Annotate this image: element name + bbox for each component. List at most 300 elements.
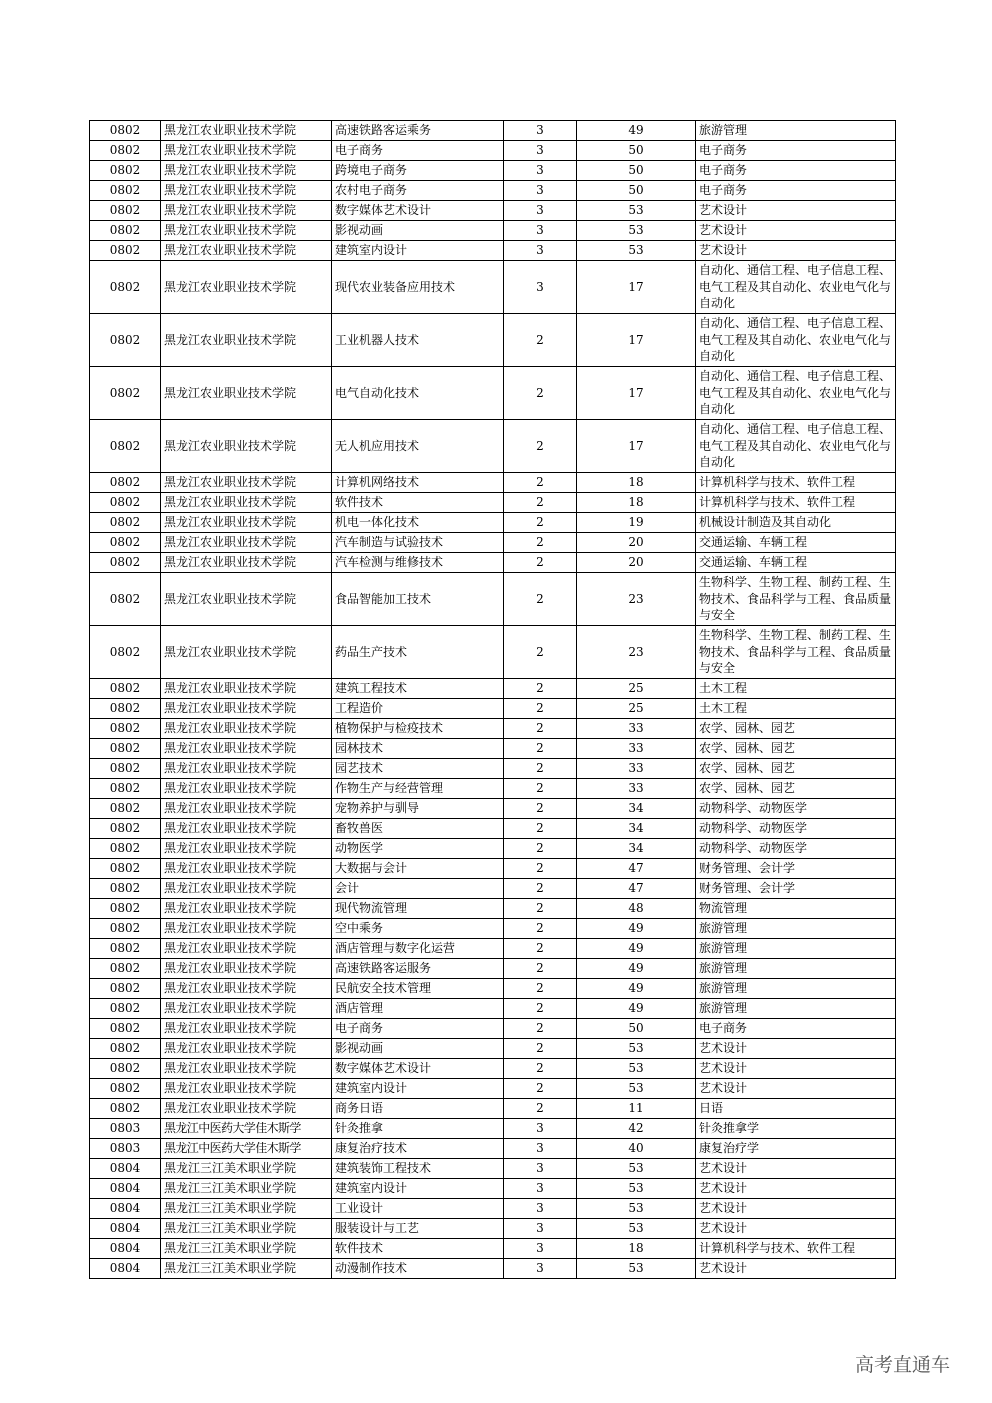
cell-target-major: 旅游管理: [696, 999, 896, 1019]
cell-category: 33: [577, 719, 696, 739]
cell-years: 2: [504, 699, 577, 719]
cell-years: 2: [504, 859, 577, 879]
cell-code: 0802: [90, 739, 161, 759]
cell-category: 49: [577, 959, 696, 979]
cell-target-major: 财务管理、会计学: [696, 879, 896, 899]
cell-major: 现代农业装备应用技术: [332, 261, 504, 314]
cell-code: 0802: [90, 1019, 161, 1039]
cell-code: 0802: [90, 1039, 161, 1059]
cell-code: 0802: [90, 859, 161, 879]
cell-major: 空中乘务: [332, 919, 504, 939]
cell-code: 0802: [90, 420, 161, 473]
cell-years: 2: [504, 626, 577, 679]
cell-category: 40: [577, 1139, 696, 1159]
cell-years: 2: [504, 573, 577, 626]
cell-major: 食品智能加工技术: [332, 573, 504, 626]
cell-school: 黑龙江农业职业技术学院: [161, 919, 332, 939]
table-row: [90, 1199, 896, 1219]
cell-category: 47: [577, 859, 696, 879]
cell-school: 黑龙江农业职业技术学院: [161, 839, 332, 859]
table-row: [90, 839, 896, 859]
cell-years: 3: [504, 1179, 577, 1199]
cell-target-major: 旅游管理: [696, 939, 896, 959]
cell-years: 2: [504, 979, 577, 999]
cell-years: 2: [504, 759, 577, 779]
table-row: [90, 314, 896, 367]
cell-target-major: 电子商务: [696, 141, 896, 161]
cell-years: 2: [504, 493, 577, 513]
table-row: [90, 201, 896, 221]
cell-school: 黑龙江农业职业技术学院: [161, 1019, 332, 1039]
cell-major: 建筑室内设计: [332, 1079, 504, 1099]
cell-category: 17: [577, 367, 696, 420]
cell-target-major: 生物科学、生物工程、制药工程、生物技术、食品科学与工程、食品质量与安全: [696, 626, 896, 679]
table-row: [90, 1059, 896, 1079]
cell-major: 大数据与会计: [332, 859, 504, 879]
table-row: [90, 799, 896, 819]
table-row: [90, 473, 896, 493]
cell-school: 黑龙江农业职业技术学院: [161, 899, 332, 919]
table-row: [90, 513, 896, 533]
cell-code: 0802: [90, 939, 161, 959]
cell-years: 2: [504, 1039, 577, 1059]
table-row: [90, 779, 896, 799]
cell-code: 0802: [90, 779, 161, 799]
cell-school: 黑龙江农业职业技术学院: [161, 1039, 332, 1059]
cell-code: 0802: [90, 141, 161, 161]
cell-target-major: 电子商务: [696, 161, 896, 181]
cell-years: 2: [504, 919, 577, 939]
cell-target-major: 土木工程: [696, 679, 896, 699]
cell-years: 2: [504, 314, 577, 367]
cell-code: 0802: [90, 919, 161, 939]
cell-years: 2: [504, 1079, 577, 1099]
table-row: [90, 1179, 896, 1199]
cell-code: 0802: [90, 719, 161, 739]
cell-school: 黑龙江农业职业技术学院: [161, 261, 332, 314]
table-row: [90, 1099, 896, 1119]
cell-school: 黑龙江三江美术职业学院: [161, 1159, 332, 1179]
cell-target-major: 旅游管理: [696, 959, 896, 979]
cell-major: 工业机器人技术: [332, 314, 504, 367]
cell-years: 2: [504, 879, 577, 899]
cell-years: 2: [504, 1099, 577, 1119]
cell-years: 2: [504, 679, 577, 699]
cell-code: 0802: [90, 959, 161, 979]
cell-code: 0802: [90, 367, 161, 420]
cell-target-major: 艺术设计: [696, 241, 896, 261]
cell-category: 34: [577, 819, 696, 839]
cell-school: 黑龙江农业职业技术学院: [161, 141, 332, 161]
table-row: [90, 1139, 896, 1159]
cell-category: 17: [577, 420, 696, 473]
cell-school: 黑龙江中医药大学佳木斯学: [161, 1119, 332, 1139]
cell-category: 25: [577, 679, 696, 699]
cell-years: 3: [504, 1159, 577, 1179]
cell-major: 服装设计与工艺: [332, 1219, 504, 1239]
cell-code: 0802: [90, 314, 161, 367]
cell-years: 3: [504, 161, 577, 181]
cell-school: 黑龙江农业职业技术学院: [161, 1059, 332, 1079]
cell-school: 黑龙江农业职业技术学院: [161, 959, 332, 979]
cell-category: 50: [577, 1019, 696, 1039]
cell-target-major: 交通运输、车辆工程: [696, 553, 896, 573]
cell-category: 33: [577, 779, 696, 799]
table-row: [90, 1039, 896, 1059]
cell-category: 17: [577, 261, 696, 314]
cell-target-major: 农学、园林、园艺: [696, 739, 896, 759]
table-row: [90, 221, 896, 241]
cell-code: 0802: [90, 513, 161, 533]
cell-school: 黑龙江农业职业技术学院: [161, 626, 332, 679]
cell-code: 0802: [90, 626, 161, 679]
cell-major: 针灸推拿: [332, 1119, 504, 1139]
table-row: [90, 121, 896, 141]
cell-code: 0802: [90, 473, 161, 493]
cell-school: 黑龙江三江美术职业学院: [161, 1239, 332, 1259]
cell-years: 2: [504, 939, 577, 959]
cell-years: 2: [504, 1059, 577, 1079]
cell-category: 49: [577, 121, 696, 141]
cell-school: 黑龙江农业职业技术学院: [161, 699, 332, 719]
cell-target-major: 电子商务: [696, 1019, 896, 1039]
cell-target-major: 土木工程: [696, 699, 896, 719]
cell-years: 2: [504, 999, 577, 1019]
cell-years: 2: [504, 473, 577, 493]
cell-major: 汽车制造与试验技术: [332, 533, 504, 553]
cell-major: 建筑室内设计: [332, 1179, 504, 1199]
watermark-text: 高考直通车: [855, 1354, 951, 1376]
cell-category: 42: [577, 1119, 696, 1139]
table-row: [90, 181, 896, 201]
cell-code: 0802: [90, 799, 161, 819]
table-row: [90, 899, 896, 919]
cell-code: 0802: [90, 699, 161, 719]
table-row: [90, 420, 896, 473]
cell-category: 53: [577, 241, 696, 261]
cell-school: 黑龙江农业职业技术学院: [161, 759, 332, 779]
cell-years: 2: [504, 959, 577, 979]
cell-category: 53: [577, 201, 696, 221]
cell-target-major: 旅游管理: [696, 919, 896, 939]
cell-years: 3: [504, 1239, 577, 1259]
cell-school: 黑龙江农业职业技术学院: [161, 819, 332, 839]
cell-target-major: 自动化、通信工程、电子信息工程、电气工程及其自动化、农业电气化与自动化: [696, 261, 896, 314]
cell-school: 黑龙江三江美术职业学院: [161, 1199, 332, 1219]
cell-code: 0802: [90, 221, 161, 241]
cell-code: 0804: [90, 1219, 161, 1239]
cell-major: 农村电子商务: [332, 181, 504, 201]
cell-school: 黑龙江三江美术职业学院: [161, 1259, 332, 1279]
cell-major: 酒店管理: [332, 999, 504, 1019]
cell-years: 3: [504, 1219, 577, 1239]
cell-code: 0802: [90, 533, 161, 553]
cell-years: 2: [504, 899, 577, 919]
cell-target-major: 康复治疗学: [696, 1139, 896, 1159]
cell-years: 3: [504, 121, 577, 141]
cell-major: 跨境电子商务: [332, 161, 504, 181]
cell-school: 黑龙江三江美术职业学院: [161, 1219, 332, 1239]
cell-target-major: 艺术设计: [696, 1039, 896, 1059]
table-row: [90, 241, 896, 261]
cell-code: 0802: [90, 553, 161, 573]
cell-code: 0802: [90, 121, 161, 141]
table-row: [90, 141, 896, 161]
cell-target-major: 动物科学、动物医学: [696, 799, 896, 819]
cell-major: 植物保护与检疫技术: [332, 719, 504, 739]
cell-code: 0804: [90, 1259, 161, 1279]
cell-code: 0804: [90, 1199, 161, 1219]
cell-code: 0802: [90, 241, 161, 261]
cell-category: 53: [577, 1159, 696, 1179]
cell-category: 49: [577, 999, 696, 1019]
cell-years: 3: [504, 1139, 577, 1159]
cell-code: 0802: [90, 261, 161, 314]
table-row: [90, 1239, 896, 1259]
cell-years: 3: [504, 261, 577, 314]
cell-target-major: 旅游管理: [696, 979, 896, 999]
cell-code: 0802: [90, 1059, 161, 1079]
cell-code: 0802: [90, 161, 161, 181]
cell-target-major: 机械设计制造及其自动化: [696, 513, 896, 533]
cell-school: 黑龙江农业职业技术学院: [161, 181, 332, 201]
cell-major: 高速铁路客运乘务: [332, 121, 504, 141]
table-row: [90, 533, 896, 553]
cell-code: 0802: [90, 819, 161, 839]
cell-school: 黑龙江中医药大学佳木斯学: [161, 1139, 332, 1159]
cell-category: 50: [577, 181, 696, 201]
cell-code: 0802: [90, 679, 161, 699]
cell-category: 20: [577, 533, 696, 553]
cell-major: 商务日语: [332, 1099, 504, 1119]
cell-code: 0802: [90, 1079, 161, 1099]
cell-school: 黑龙江农业职业技术学院: [161, 1099, 332, 1119]
table-body: [90, 121, 896, 1279]
cell-years: 2: [504, 533, 577, 553]
cell-category: 53: [577, 221, 696, 241]
cell-code: 0803: [90, 1119, 161, 1139]
table-row: [90, 719, 896, 739]
cell-code: 0804: [90, 1239, 161, 1259]
cell-target-major: 艺术设计: [696, 1159, 896, 1179]
cell-category: 11: [577, 1099, 696, 1119]
table-row: [90, 699, 896, 719]
cell-major: 无人机应用技术: [332, 420, 504, 473]
cell-major: 软件技术: [332, 493, 504, 513]
cell-school: 黑龙江农业职业技术学院: [161, 573, 332, 626]
cell-years: 2: [504, 799, 577, 819]
cell-years: 2: [504, 1019, 577, 1039]
cell-major: 建筑装饰工程技术: [332, 1159, 504, 1179]
cell-major: 机电一体化技术: [332, 513, 504, 533]
cell-years: 3: [504, 1119, 577, 1139]
cell-category: 49: [577, 919, 696, 939]
cell-years: 3: [504, 1199, 577, 1219]
cell-target-major: 艺术设计: [696, 1259, 896, 1279]
table-row: [90, 919, 896, 939]
cell-major: 高速铁路客运服务: [332, 959, 504, 979]
cell-major: 建筑室内设计: [332, 241, 504, 261]
cell-years: 2: [504, 719, 577, 739]
cell-target-major: 物流管理: [696, 899, 896, 919]
cell-code: 0802: [90, 493, 161, 513]
table-row: [90, 939, 896, 959]
cell-category: 23: [577, 626, 696, 679]
cell-target-major: 艺术设计: [696, 1219, 896, 1239]
cell-major: 软件技术: [332, 1239, 504, 1259]
cell-category: 49: [577, 939, 696, 959]
table-row: [90, 1079, 896, 1099]
cell-school: 黑龙江农业职业技术学院: [161, 201, 332, 221]
cell-years: 2: [504, 420, 577, 473]
cell-target-major: 日语: [696, 1099, 896, 1119]
table-row: [90, 1159, 896, 1179]
cell-major: 影视动画: [332, 1039, 504, 1059]
cell-target-major: 动物科学、动物医学: [696, 839, 896, 859]
cell-years: 3: [504, 201, 577, 221]
cell-major: 数字媒体艺术设计: [332, 201, 504, 221]
cell-category: 53: [577, 1179, 696, 1199]
table-row: [90, 1259, 896, 1279]
cell-target-major: 计算机科学与技术、软件工程: [696, 1239, 896, 1259]
cell-years: 2: [504, 367, 577, 420]
cell-major: 药品生产技术: [332, 626, 504, 679]
cell-major: 电气自动化技术: [332, 367, 504, 420]
table-row: [90, 626, 896, 679]
cell-code: 0802: [90, 181, 161, 201]
cell-major: 畜牧兽医: [332, 819, 504, 839]
cell-target-major: 自动化、通信工程、电子信息工程、电气工程及其自动化、农业电气化与自动化: [696, 314, 896, 367]
table-row: [90, 679, 896, 699]
cell-target-major: 艺术设计: [696, 1079, 896, 1099]
cell-major: 现代物流管理: [332, 899, 504, 919]
cell-years: 3: [504, 1259, 577, 1279]
cell-school: 黑龙江农业职业技术学院: [161, 314, 332, 367]
cell-school: 黑龙江农业职业技术学院: [161, 493, 332, 513]
cell-category: 50: [577, 141, 696, 161]
cell-code: 0802: [90, 839, 161, 859]
cell-major: 园林技术: [332, 739, 504, 759]
cell-category: 33: [577, 739, 696, 759]
cell-target-major: 自动化、通信工程、电子信息工程、电气工程及其自动化、农业电气化与自动化: [696, 420, 896, 473]
table-row: [90, 1119, 896, 1139]
cell-years: 2: [504, 553, 577, 573]
cell-category: 53: [577, 1039, 696, 1059]
cell-target-major: 计算机科学与技术、软件工程: [696, 493, 896, 513]
cell-years: 2: [504, 779, 577, 799]
cell-code: 0802: [90, 999, 161, 1019]
cell-major: 动漫制作技术: [332, 1259, 504, 1279]
cell-school: 黑龙江农业职业技术学院: [161, 679, 332, 699]
cell-school: 黑龙江农业职业技术学院: [161, 241, 332, 261]
cell-target-major: 动物科学、动物医学: [696, 819, 896, 839]
cell-major: 数字媒体艺术设计: [332, 1059, 504, 1079]
cell-target-major: 自动化、通信工程、电子信息工程、电气工程及其自动化、农业电气化与自动化: [696, 367, 896, 420]
cell-category: 53: [577, 1259, 696, 1279]
cell-code: 0802: [90, 1099, 161, 1119]
cell-category: 18: [577, 473, 696, 493]
cell-major: 酒店管理与数字化运营: [332, 939, 504, 959]
cell-target-major: 艺术设计: [696, 1199, 896, 1219]
cell-school: 黑龙江农业职业技术学院: [161, 553, 332, 573]
cell-school: 黑龙江农业职业技术学院: [161, 979, 332, 999]
cell-school: 黑龙江农业职业技术学院: [161, 513, 332, 533]
cell-major: 影视动画: [332, 221, 504, 241]
cell-category: 20: [577, 553, 696, 573]
cell-years: 2: [504, 819, 577, 839]
cell-category: 25: [577, 699, 696, 719]
cell-major: 动物医学: [332, 839, 504, 859]
cell-major: 园艺技术: [332, 759, 504, 779]
table-row: [90, 493, 896, 513]
cell-target-major: 农学、园林、园艺: [696, 759, 896, 779]
cell-target-major: 针灸推拿学: [696, 1119, 896, 1139]
cell-target-major: 交通运输、车辆工程: [696, 533, 896, 553]
table-row: [90, 1019, 896, 1039]
cell-school: 黑龙江农业职业技术学院: [161, 221, 332, 241]
cell-code: 0802: [90, 899, 161, 919]
cell-target-major: 艺术设计: [696, 1179, 896, 1199]
cell-major: 建筑工程技术: [332, 679, 504, 699]
cell-code: 0804: [90, 1159, 161, 1179]
cell-years: 2: [504, 513, 577, 533]
cell-school: 黑龙江农业职业技术学院: [161, 719, 332, 739]
cell-target-major: 农学、园林、园艺: [696, 779, 896, 799]
cell-major: 汽车检测与维修技术: [332, 553, 504, 573]
cell-years: 3: [504, 181, 577, 201]
table-row: [90, 879, 896, 899]
cell-category: 23: [577, 573, 696, 626]
cell-category: 53: [577, 1059, 696, 1079]
cell-code: 0802: [90, 201, 161, 221]
cell-category: 34: [577, 839, 696, 859]
cell-target-major: 财务管理、会计学: [696, 859, 896, 879]
cell-category: 49: [577, 979, 696, 999]
cell-target-major: 艺术设计: [696, 201, 896, 221]
cell-years: 2: [504, 739, 577, 759]
cell-school: 黑龙江农业职业技术学院: [161, 420, 332, 473]
cell-category: 48: [577, 899, 696, 919]
cell-school: 黑龙江农业职业技术学院: [161, 799, 332, 819]
cell-school: 黑龙江农业职业技术学院: [161, 879, 332, 899]
table-row: [90, 859, 896, 879]
cell-school: 黑龙江农业职业技术学院: [161, 779, 332, 799]
cell-school: 黑龙江农业职业技术学院: [161, 473, 332, 493]
cell-category: 19: [577, 513, 696, 533]
cell-major: 会计: [332, 879, 504, 899]
cell-target-major: 计算机科学与技术、软件工程: [696, 473, 896, 493]
table-row: [90, 261, 896, 314]
cell-category: 50: [577, 161, 696, 181]
cell-code: 0802: [90, 759, 161, 779]
cell-target-major: 电子商务: [696, 181, 896, 201]
table-row: [90, 759, 896, 779]
cell-school: 黑龙江农业职业技术学院: [161, 859, 332, 879]
table-row: [90, 573, 896, 626]
cell-major: 康复治疗技术: [332, 1139, 504, 1159]
cell-major: 作物生产与经营管理: [332, 779, 504, 799]
table-row: [90, 959, 896, 979]
cell-category: 33: [577, 759, 696, 779]
cell-school: 黑龙江农业职业技术学院: [161, 367, 332, 420]
cell-school: 黑龙江农业职业技术学院: [161, 121, 332, 141]
cell-category: 53: [577, 1219, 696, 1239]
table-row: [90, 161, 896, 181]
cell-code: 0802: [90, 879, 161, 899]
cell-category: 18: [577, 1239, 696, 1259]
cell-category: 17: [577, 314, 696, 367]
cell-major: 民航安全技术管理: [332, 979, 504, 999]
